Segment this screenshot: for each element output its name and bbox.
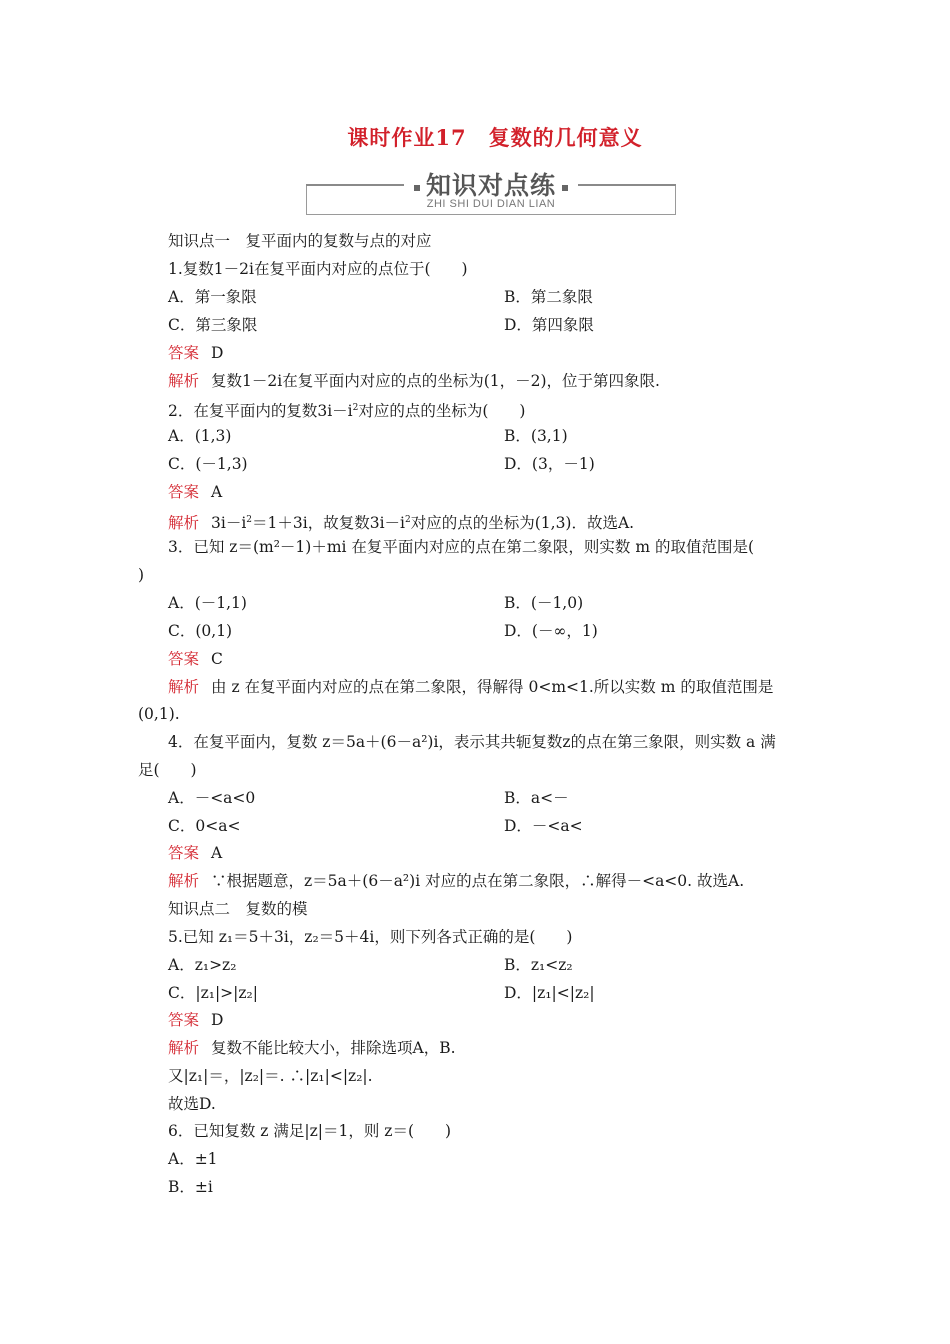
option: D．第四象限 [504, 316, 594, 334]
analysis-line: 解析 复数不能比较大小，排除选项A，B. [168, 1039, 456, 1057]
option: B．第二象限 [504, 288, 593, 306]
option: D．(3，－1) [504, 455, 595, 473]
section-banner [306, 171, 676, 215]
option: A．±1 [168, 1150, 218, 1168]
analysis-line: 解析 ∵根据题意，z＝5a＋(6－a²)i 对应的点在第二象限，∴解得－<a<0. 故选A. [168, 872, 745, 890]
banner-pinyin: ZHI SHI DUI DIAN LIAN [426, 198, 556, 210]
analysis-line [168, 371, 660, 391]
option: B．a<－ [504, 789, 569, 807]
answer-line: 答案 C [168, 650, 223, 668]
option: A．(－1,1) [168, 594, 247, 612]
page-title: 课时作业17 复数的几何意义 [347, 125, 643, 150]
question-stem: 2．在复平面内的复数$3i-i^2$对应的点的坐标为( ) [168, 402, 526, 421]
option: D．－<a< [504, 817, 583, 835]
analysis-text: 复数1－2i在复平面内对应的点的坐标为(1，－2)，位于第四象限. [211, 372, 660, 390]
analysis-line-cont: 又|z₁|＝，|z₂|＝. ∴|z₁|<|z₂|. [168, 1067, 373, 1085]
option: B．±i [168, 1178, 213, 1196]
square-icon [414, 185, 420, 191]
option: C．(－1,3) [168, 455, 248, 473]
option: B．(－1,0) [504, 594, 584, 612]
question-stem: 5.已知 z₁＝5＋3i，z₂＝5＋4i，则下列各式正确的是( ) [168, 928, 573, 946]
answer-line: 答案 A [168, 483, 223, 501]
analysis-line: 解析 由 z 在复平面内对应的点在第二象限，得解得 0<m<1.所以实数 m 的取值范围是 [168, 678, 774, 696]
question-stem: 3．已知 z＝(m²－1)＋mi 在复平面内对应的点在第二象限，则实数 m 的取值范围是( [168, 538, 755, 556]
analysis-line-cont: 故选D. [168, 1095, 216, 1113]
option: C．0<a< [168, 817, 241, 835]
question-stem-cont: ) [138, 566, 145, 584]
answer-line: 答案 A [168, 844, 223, 862]
option: C．|z₁|>|z₂| [168, 984, 258, 1002]
question-stem: 1.复数1－2i在复平面内对应的点位于( ) [168, 260, 468, 278]
option: B．z₁<z₂ [504, 956, 573, 974]
section-heading: 知识点一 复平面内的复数与点的对应 [168, 232, 432, 250]
answer-line: 答案 D [168, 1011, 224, 1029]
option: A．第一象限 [168, 288, 257, 306]
banner-heading: 知识对点练 [422, 171, 560, 200]
analysis-label: 解析 [168, 372, 200, 390]
question-stem-cont: 足( ) [138, 761, 197, 779]
section-heading: 知识点二 复数的模 [168, 900, 308, 918]
analysis-line: 解析 $3i-i^2=1+3i$，故复数$3i-i^2$对应的点的坐标为(1,3)．故选A. [168, 514, 635, 533]
option: A．(1,3) [168, 427, 232, 445]
option: C．(0,1) [168, 622, 233, 640]
square-icon [562, 185, 568, 191]
answer-line [168, 343, 223, 363]
option: B．(3,1) [504, 427, 568, 445]
option: D．(－∞，1) [504, 622, 598, 640]
question-stem: 6．已知复数 z 满足|z|＝1，则 z＝( ) [168, 1122, 452, 1140]
answer-value: D [211, 344, 224, 362]
option: A．z₁>z₂ [168, 956, 237, 974]
option: A．－<a<0 [168, 789, 256, 807]
analysis-line-cont: (0,1). [138, 705, 180, 723]
option: D．|z₁|<|z₂| [504, 984, 595, 1002]
answer-label: 答案 [168, 344, 200, 362]
question-stem: 4．在复平面内，复数 z＝5a＋(6－a²)i，表示其共轭复数z的点在第三象限，则实数 a 满 [168, 733, 776, 751]
option: C．第三象限 [168, 316, 258, 334]
